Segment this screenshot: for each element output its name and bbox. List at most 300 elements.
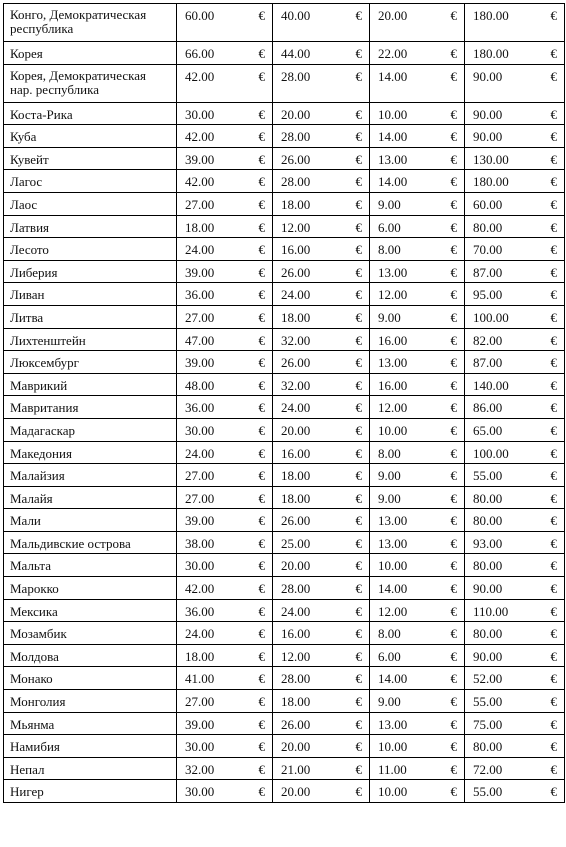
rate-cell-2 [273,464,370,487]
euro-sign: € [258,68,265,84]
rate-value-3: 11.00 [378,761,407,777]
rate-value-1: 30.00 [185,784,215,800]
euro-sign: € [258,422,265,438]
rate-value-4: 55.00 [473,784,503,800]
rate-cell-3 [370,418,465,441]
country-name: Молдова [10,648,59,664]
table-row [4,509,565,532]
rate-cell-3 [370,531,465,554]
rate-value-3: 14.00 [378,129,408,145]
euro-sign: € [355,46,362,61]
euro-sign: € [450,445,457,461]
euro-sign: € [258,739,265,755]
country-cell [4,102,177,125]
euro-sign: € [355,694,362,710]
country-cell [4,418,177,441]
rate-cell-1 [177,757,273,780]
euro-sign: € [355,784,362,800]
rate-value-4: 80.00 [473,490,503,506]
euro-sign: € [258,129,265,145]
euro-sign: € [355,264,362,280]
rate-value-3: 6.00 [378,648,401,664]
euro-sign: € [550,490,557,506]
rate-value-4: 180.00 [473,8,509,23]
euro-sign: € [258,355,265,371]
rate-value-1: 27.00 [185,490,215,506]
rate-value-4: 55.00 [473,468,503,484]
rate-cell-3 [370,599,465,622]
country-cell [4,125,177,148]
rate-value-2: 12.00 [281,648,311,664]
rate-cell-2 [273,238,370,261]
country-cell [4,509,177,532]
table-row [4,441,565,464]
country-cell [4,599,177,622]
euro-sign: € [450,761,457,777]
euro-sign: € [258,603,265,619]
rate-cell-4 [465,305,565,328]
country-name: Нигер [10,784,44,800]
rate-cell-1 [177,192,273,215]
rate-cell-1 [177,102,273,125]
euro-sign: € [550,784,557,800]
country-name: Монголия [10,694,66,710]
rate-value-1: 39.00 [185,151,215,167]
table-row [4,373,565,396]
country-name: Корея, Демократическая нар. республика [10,67,146,97]
rate-cell-2 [273,373,370,396]
rate-value-3: 13.00 [378,355,408,371]
country-name: Литва [10,309,44,325]
rate-value-1: 32.00 [185,761,215,777]
rate-value-1: 42.00 [185,68,215,84]
rate-cell-1 [177,351,273,374]
country-cell [4,757,177,780]
rate-value-4: 90.00 [473,106,503,122]
rate-cell-3 [370,328,465,351]
rate-value-4: 87.00 [473,355,503,371]
rate-cell-2 [273,305,370,328]
euro-sign: € [550,513,557,529]
euro-sign: € [258,648,265,664]
euro-sign: € [355,287,362,303]
rate-value-3: 8.00 [378,445,401,461]
rate-value-2: 20.00 [281,784,311,800]
rate-value-4: 100.00 [473,445,509,461]
rate-cell-4 [465,147,565,170]
country-cell [4,192,177,215]
rate-cell-4 [465,42,565,65]
euro-sign: € [355,558,362,574]
euro-sign: € [355,219,362,235]
euro-sign: € [550,558,557,574]
rate-cell-1 [177,531,273,554]
rate-value-2: 28.00 [281,671,311,687]
rate-value-2: 12.00 [281,219,311,235]
country-cell [4,42,177,65]
rate-cell-3 [370,577,465,600]
rate-cell-4 [465,260,565,283]
rate-cell-4 [465,170,565,193]
table-row [4,690,565,713]
rate-cell-3 [370,192,465,215]
country-cell [4,486,177,509]
rate-cell-4 [465,125,565,148]
table-row [4,4,565,42]
rate-value-4: 90.00 [473,129,503,145]
rate-value-2: 20.00 [281,558,311,574]
euro-sign: € [258,490,265,506]
country-cell [4,147,177,170]
rate-cell-2 [273,622,370,645]
rate-cell-3 [370,712,465,735]
euro-sign: € [450,490,457,506]
euro-sign: € [258,716,265,732]
rate-cell-3 [370,305,465,328]
euro-sign: € [258,377,265,393]
rate-cell-4 [465,396,565,419]
rate-cell-1 [177,215,273,238]
country-name: Конго, Демократическая республика [10,7,147,36]
rate-cell-2 [273,260,370,283]
rate-value-2: 26.00 [281,151,311,167]
rate-cell-4 [465,644,565,667]
rate-cell-3 [370,64,465,102]
rate-cell-2 [273,102,370,125]
rate-cell-1 [177,599,273,622]
euro-sign: € [550,468,557,484]
country-cell [4,170,177,193]
country-cell [4,238,177,261]
rate-value-3: 9.00 [378,490,401,506]
rate-value-2: 44.00 [281,46,311,61]
rate-value-4: 95.00 [473,287,503,303]
rate-value-1: 41.00 [185,671,215,687]
rate-value-3: 12.00 [378,603,408,619]
rate-cell-3 [370,667,465,690]
rate-value-3: 8.00 [378,626,401,642]
euro-sign: € [258,400,265,416]
rate-cell-3 [370,690,465,713]
rate-cell-3 [370,102,465,125]
table-row [4,464,565,487]
rate-cell-3 [370,147,465,170]
rate-cell-3 [370,4,465,42]
euro-sign: € [550,242,557,258]
euro-sign: € [450,46,457,61]
euro-sign: € [258,174,265,190]
rate-value-2: 26.00 [281,716,311,732]
euro-sign: € [550,151,557,167]
euro-sign: € [258,287,265,303]
euro-sign: € [450,332,457,348]
rate-cell-4 [465,192,565,215]
rates-table-body [4,4,565,803]
rate-value-4: 140.00 [473,377,509,393]
euro-sign: € [550,219,557,235]
euro-sign: € [355,106,362,122]
euro-sign: € [258,513,265,529]
euro-sign: € [258,106,265,122]
country-cell [4,215,177,238]
rate-cell-3 [370,215,465,238]
rate-value-1: 30.00 [185,422,215,438]
rate-value-4: 80.00 [473,513,503,529]
country-cell [4,577,177,600]
rate-cell-2 [273,690,370,713]
rate-value-4: 130.00 [473,151,509,167]
euro-sign: € [550,68,557,84]
rate-value-2: 26.00 [281,513,311,529]
rate-value-4: 86.00 [473,400,503,416]
country-name: Мали [10,513,41,529]
rate-cell-1 [177,577,273,600]
euro-sign: € [450,196,457,212]
table-row [4,260,565,283]
rate-cell-3 [370,780,465,803]
euro-sign: € [258,558,265,574]
rate-cell-3 [370,125,465,148]
rate-cell-4 [465,102,565,125]
rate-cell-2 [273,170,370,193]
country-name: Ливан [10,287,45,303]
euro-sign: € [355,174,362,190]
table-row [4,622,565,645]
rate-value-4: 180.00 [473,46,509,61]
table-row [4,215,565,238]
country-cell [4,64,177,102]
table-row [4,554,565,577]
rate-value-3: 14.00 [378,671,408,687]
rate-value-3: 8.00 [378,242,401,258]
rate-value-4: 80.00 [473,558,503,574]
rate-value-3: 20.00 [378,8,408,23]
euro-sign: € [450,400,457,416]
rate-cell-3 [370,622,465,645]
euro-sign: € [450,603,457,619]
rate-cell-1 [177,644,273,667]
rate-cell-4 [465,712,565,735]
rate-value-1: 36.00 [185,603,215,619]
euro-sign: € [258,46,265,61]
rate-cell-1 [177,509,273,532]
table-row [4,328,565,351]
euro-sign: € [550,355,557,371]
rate-cell-1 [177,396,273,419]
rate-cell-1 [177,328,273,351]
rate-value-1: 18.00 [185,648,215,664]
rate-cell-3 [370,170,465,193]
rate-value-4: 80.00 [473,626,503,642]
rate-cell-2 [273,667,370,690]
euro-sign: € [258,694,265,710]
rate-cell-4 [465,441,565,464]
rate-value-1: 24.00 [185,242,215,258]
euro-sign: € [355,671,362,687]
rate-value-2: 16.00 [281,626,311,642]
rate-cell-2 [273,351,370,374]
rate-cell-2 [273,283,370,306]
euro-sign: € [450,264,457,280]
country-name: Кувейт [10,151,49,167]
euro-sign: € [450,648,457,664]
euro-sign: € [258,761,265,777]
rate-value-4: 75.00 [473,716,503,732]
rate-cell-2 [273,4,370,42]
euro-sign: € [355,490,362,506]
euro-sign: € [258,626,265,642]
table-row [4,735,565,758]
rate-cell-2 [273,125,370,148]
rate-value-2: 16.00 [281,445,311,461]
rate-cell-2 [273,64,370,102]
euro-sign: € [355,68,362,84]
country-name: Лаос [10,196,38,212]
euro-sign: € [450,106,457,122]
euro-sign: € [258,8,265,23]
table-row [4,238,565,261]
euro-sign: € [258,468,265,484]
rate-cell-4 [465,4,565,42]
rate-cell-3 [370,396,465,419]
rate-value-2: 26.00 [281,355,311,371]
rate-value-3: 10.00 [378,784,408,800]
country-name: Малайзия [10,468,65,484]
euro-sign: € [450,287,457,303]
country-name: Монако [10,671,53,687]
table-row [4,305,565,328]
euro-sign: € [550,174,557,190]
rate-value-3: 13.00 [378,264,408,280]
table-row [4,396,565,419]
euro-sign: € [450,309,457,325]
rate-cell-3 [370,373,465,396]
rate-cell-1 [177,464,273,487]
rate-cell-2 [273,599,370,622]
table-row [4,644,565,667]
euro-sign: € [355,309,362,325]
euro-sign: € [550,196,557,212]
euro-sign: € [550,535,557,551]
rate-cell-1 [177,170,273,193]
euro-sign: € [355,716,362,732]
rate-cell-2 [273,757,370,780]
country-cell [4,373,177,396]
rate-value-2: 20.00 [281,739,311,755]
table-row [4,125,565,148]
country-name: Малайя [10,490,53,506]
rate-cell-4 [465,464,565,487]
euro-sign: € [355,151,362,167]
table-row [4,780,565,803]
rate-cell-2 [273,509,370,532]
rate-value-2: 18.00 [281,196,311,212]
country-cell [4,396,177,419]
rate-cell-1 [177,441,273,464]
euro-sign: € [355,535,362,551]
rate-cell-2 [273,780,370,803]
rate-value-2: 20.00 [281,422,311,438]
rate-value-2: 16.00 [281,242,311,258]
country-name: Куба [10,129,37,145]
rate-value-3: 6.00 [378,219,401,235]
rate-cell-1 [177,418,273,441]
euro-sign: € [550,581,557,597]
country-name: Либерия [10,264,58,280]
euro-sign: € [355,739,362,755]
rate-value-4: 60.00 [473,196,503,212]
rate-value-3: 14.00 [378,174,408,190]
rate-value-2: 18.00 [281,309,311,325]
euro-sign: € [355,129,362,145]
rate-value-3: 14.00 [378,581,408,597]
rate-cell-4 [465,238,565,261]
rate-cell-4 [465,735,565,758]
euro-sign: € [258,151,265,167]
rate-value-3: 9.00 [378,468,401,484]
rate-value-4: 90.00 [473,68,503,84]
rate-value-1: 42.00 [185,174,215,190]
rate-value-3: 14.00 [378,68,408,84]
rate-value-4: 72.00 [473,761,503,777]
euro-sign: € [258,535,265,551]
euro-sign: € [550,648,557,664]
euro-sign: € [258,445,265,461]
rate-cell-1 [177,735,273,758]
euro-sign: € [355,8,362,23]
country-name: Мальта [10,558,51,574]
rate-value-2: 28.00 [281,581,311,597]
euro-sign: € [450,716,457,732]
rate-value-1: 42.00 [185,581,215,597]
rate-value-3: 13.00 [378,535,408,551]
euro-sign: € [550,129,557,145]
euro-sign: € [450,739,457,755]
euro-sign: € [550,761,557,777]
country-cell [4,712,177,735]
rate-cell-2 [273,418,370,441]
rate-value-1: 27.00 [185,196,215,212]
rate-value-3: 22.00 [378,46,408,61]
rate-cell-2 [273,577,370,600]
rate-value-1: 18.00 [185,219,215,235]
rate-value-1: 39.00 [185,716,215,732]
rate-value-2: 40.00 [281,8,311,23]
rate-cell-1 [177,780,273,803]
table-row [4,531,565,554]
rate-value-3: 12.00 [378,287,408,303]
country-cell [4,531,177,554]
rate-cell-1 [177,486,273,509]
country-name: Мадагаскар [10,422,75,438]
country-name: Маврикий [10,377,68,393]
rate-cell-1 [177,622,273,645]
rate-value-2: 18.00 [281,468,311,484]
euro-sign: € [355,626,362,642]
euro-sign: € [450,581,457,597]
euro-sign: € [450,535,457,551]
rate-cell-3 [370,644,465,667]
rate-cell-3 [370,238,465,261]
country-cell [4,780,177,803]
euro-sign: € [355,332,362,348]
euro-sign: € [450,626,457,642]
rate-cell-2 [273,328,370,351]
rate-value-1: 48.00 [185,377,215,393]
rate-cell-2 [273,531,370,554]
rate-cell-3 [370,757,465,780]
rate-value-2: 20.00 [281,106,311,122]
